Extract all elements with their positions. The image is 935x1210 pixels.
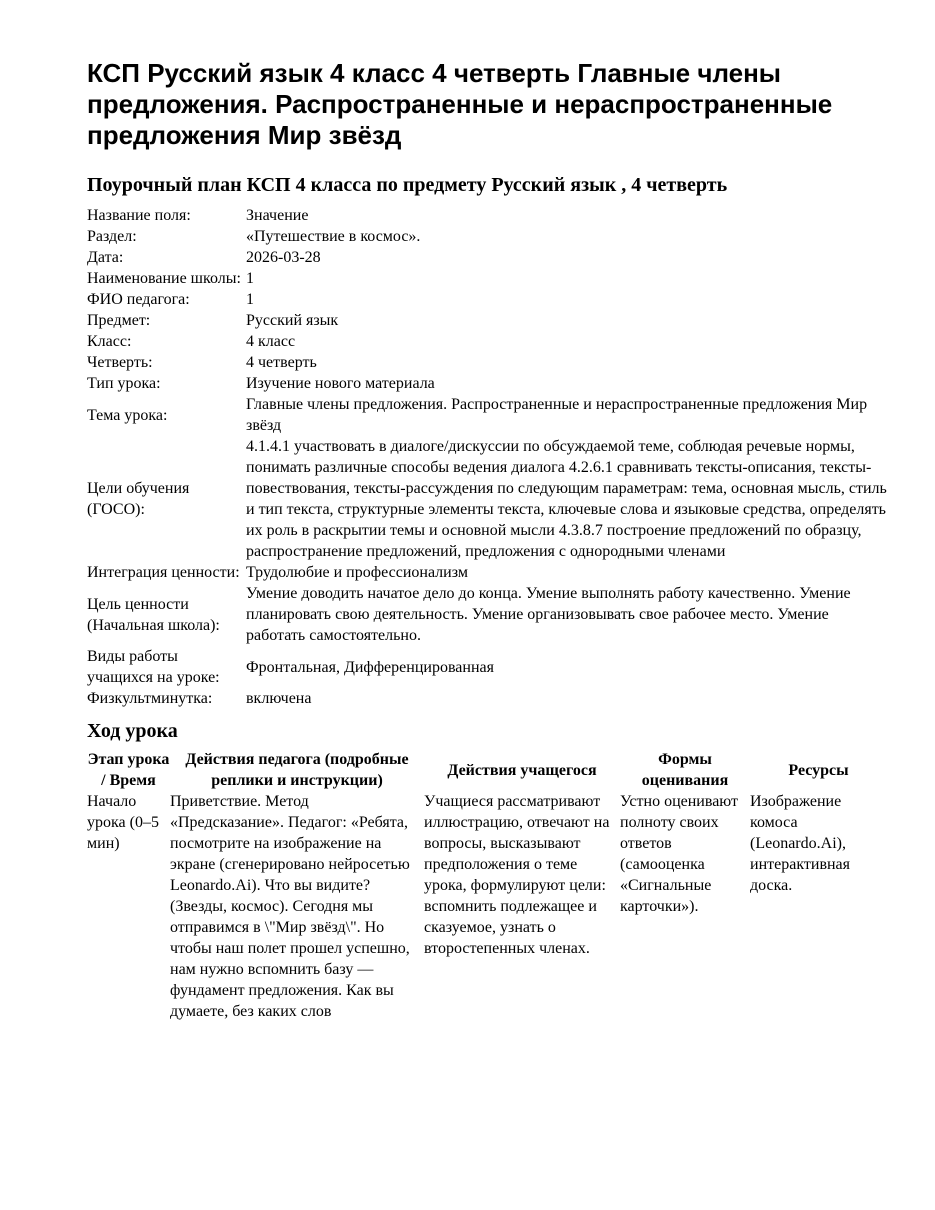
info-row (87, 394, 887, 436)
info-field-value: 1 (246, 270, 254, 287)
info-row (87, 331, 887, 352)
info-row (87, 310, 887, 331)
info-field-label: Тип урока: (87, 375, 161, 392)
info-field-value: Фронтальная, Дифференцированная (246, 658, 494, 676)
info-field-value: 2026-03-28 (246, 249, 321, 266)
document-page (87, 58, 887, 1022)
info-field-label: Четверть: (87, 354, 153, 371)
column-header-student-actions: Действия учащегося (447, 761, 597, 779)
info-row (87, 646, 887, 688)
info-row (87, 373, 887, 394)
info-field-label: Раздел: (87, 228, 137, 245)
info-field-value: «Путешествие в космос». (246, 228, 421, 245)
info-field-label: Виды работы учащихся на уроке: (87, 648, 220, 686)
info-field-value: Русский язык (246, 312, 339, 329)
info-field-value: Умение доводить начатое дело до конца. Умение выполнять работу качественно. Умение планировать свою деятельность. Умение организовывать свое рабочее место. Умение работать самостоятельно. (246, 585, 851, 644)
info-row (87, 688, 887, 709)
info-row (87, 562, 887, 583)
table-header-row (87, 749, 887, 791)
info-field-label: Интеграция ценности: (87, 564, 240, 581)
cell-teacher-actions: Приветствие. Метод «Предсказание». Педагог: «Ребята, посмотрите на изображение на экране (сгенерировано нейросетью Leonardo.Ai). Что вы видите? (Звезды, космос). Сегодня мы отправимся в \"Мир звёзд\". Но чтобы наш полет прошел успешно, нам нужно вспомнить базу — фундамент предложения. Как вы думаете, без каких слов (170, 793, 410, 1020)
info-field-label: ФИО педагога: (87, 291, 190, 308)
info-field-label: Дата: (87, 249, 124, 266)
table-row (87, 791, 887, 1022)
cell-resources: Изображение комоса (Leonardo.Ai), интерактивная доска. (750, 793, 851, 894)
info-field-value: Значение (246, 207, 309, 224)
cell-student-actions: Учащиеся рассматривают иллюстрацию, отвечают на вопросы, высказывают предположения о теме урока, формулируют цели: вспомнить подлежащее и сказуемое, узнать о второстепенных членах. (424, 793, 610, 957)
info-row (87, 352, 887, 373)
cell-assessment: Устно оценивают полноту своих ответов (самооценка «Сигнальные карточки»). (620, 793, 739, 915)
info-field-label: Цели обучения (ГОСО): (87, 480, 190, 518)
lesson-progress-table (87, 749, 887, 1022)
info-row (87, 268, 887, 289)
info-field-label: Тема урока: (87, 406, 168, 424)
info-field-label: Цель ценности (Начальная школа): (87, 595, 220, 634)
info-row (87, 289, 887, 310)
cell-stage: Начало урока (0–5 мин) (87, 793, 159, 852)
document-title: КСП Русский язык 4 класс 4 четверть Главные члены предложения. Распространенные и нераспространенные предложения Мир звёзд (87, 58, 833, 150)
column-header-assessment: Формы оценивания (641, 751, 729, 789)
column-header-stage: Этап урока / Время (87, 751, 170, 789)
info-row (87, 247, 887, 268)
info-field-value: Трудолюбие и профессионализм (246, 564, 468, 581)
info-field-label: Название поля: (87, 207, 191, 224)
info-field-value: включена (246, 690, 312, 707)
info-field-label: Наименование школы: (87, 270, 241, 287)
column-header-teacher-actions: Действия педагога (подробные реплики и инструкции) (185, 751, 409, 789)
info-field-value: 4 четверть (246, 354, 317, 371)
info-field-value: Изучение нового материала (246, 375, 435, 392)
plan-subtitle: Поурочный план КСП 4 класса по предмету Русский язык , 4 четверть (87, 174, 728, 196)
lesson-section-title: Ход урока (87, 720, 178, 742)
info-row (87, 583, 887, 646)
info-field-label: Класс: (87, 333, 132, 350)
lesson-info-table (87, 205, 887, 709)
info-field-label: Физкультминутка: (87, 690, 213, 707)
info-field-label: Предмет: (87, 312, 151, 329)
info-row (87, 226, 887, 247)
info-field-value: 4.1.4.1 участвовать в диалоге/дискуссии по обсуждаемой теме, соблюдая речевые нормы, понимать различные способы ведения диалога 4.2.6.1 сравнивать тексты-описания, тексты-повествования, тексты-рассуждения по следующим параметрам: тема, основная мысль, стиль и тип текста, структурные элементы текста, ключевые слова и языковые средства, определять их роль в раскрытии темы и основной мысли 4.3.8.7 построение предложений по образцу, распространение предложений, предложения с однородными членами (246, 438, 887, 560)
info-row (87, 205, 887, 226)
info-field-value: 1 (246, 291, 254, 308)
info-row (87, 436, 887, 562)
info-field-value: Главные члены предложения. Распространенные и нераспространенные предложения Мир звёзд (246, 396, 868, 434)
info-field-value: 4 класс (246, 333, 296, 350)
column-header-resources: Ресурсы (788, 761, 849, 779)
